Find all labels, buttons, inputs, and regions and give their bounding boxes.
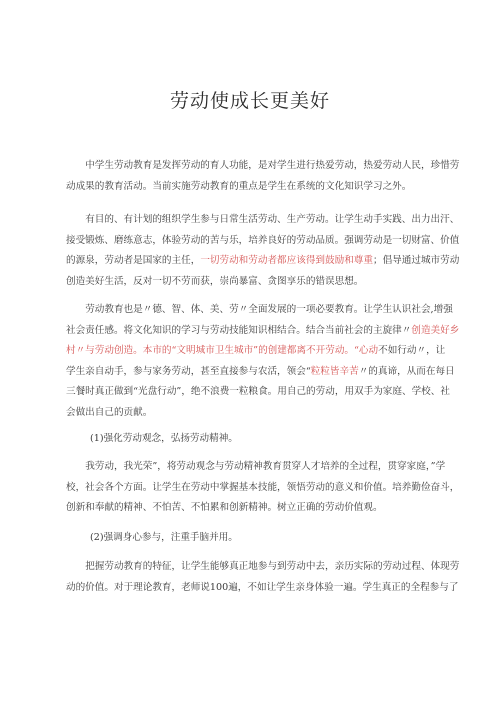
text-line	[66, 251, 460, 272]
text-span: 〃的真谛，从而在每日	[358, 365, 455, 377]
text-line	[66, 341, 446, 362]
text-line	[66, 362, 455, 383]
text-line: 有目的、有计划的组织学生参与日常生活劳动、生产劳动。让学生动手实践、出力出汗、	[85, 214, 460, 225]
text-line: 中学生劳动教育是发挥劳动的育人功能，是对学生进行热爱劳动，热爱劳动人民，珍惜劳	[85, 160, 460, 171]
highlighted-text: 一切劳动和劳动者都应该得到鼓励和尊重	[200, 255, 373, 266]
paragraph-purpose	[66, 210, 460, 292]
text-span: 的源泉，劳动者是国家的主任，	[66, 255, 201, 266]
highlighted-text: 村〃与劳动创造。本市的“文明城市卫生城市”的创建都离不开劳动。	[66, 345, 355, 356]
text-span: ；倡导通过城市劳动	[373, 255, 460, 266]
section-heading-2: (2)强调身心参与，注重手脑并用。	[90, 532, 238, 543]
text-line: 三餐时真正做到“光盘行动”，绝不浪费一粒粮食。用自己的劳动，用双手为家庭、学校、社	[66, 386, 450, 397]
text-line: 我劳动，我光荣”，将劳动观念与劳动精神教育贯穿人才培养的全过程，贯穿家庭，”学	[85, 461, 446, 472]
paragraph-intro	[66, 156, 460, 197]
text-span: 学生亲自动手，参与家务劳动，甚至直接参与农活，领会“	[66, 365, 311, 377]
text-line: 动成果的教育活动。当前实施劳动教育的重点是学生在系统的文化知识学习之外。	[66, 180, 412, 192]
text-line: 创新和奉献的精神、不怕苦、不怕累和创新精神。树立正确的劳动价值观。	[66, 502, 383, 513]
text-line: 创造美好生活，反对一切不劳而获，崇尚暴富、贪图享乐的错误思想。	[66, 275, 364, 287]
text-line: 把握劳动教育的特征，让学生能够真正地参与到劳动中去，亲历实际的劳动过程、体现劳	[85, 561, 460, 572]
text-line: 劳动教育也是〃德、智、体、美、劳〃全面发展的一项必要教育。让学生认识社会,增强	[85, 304, 453, 315]
paragraph-holistic	[66, 300, 460, 423]
highlighted-text: 粒粒皆辛苦	[310, 365, 359, 377]
highlighted-text: “心动	[354, 345, 379, 356]
paragraph-concept	[66, 457, 460, 519]
highlighted-text: 创造美好乡	[411, 324, 460, 336]
text-line: 动的价值。对于理论教育，老师说100遍，不如让学生亲身体验一遍。学生真正的全程参与了	[66, 581, 459, 593]
text-span: 不如行动〃，让	[378, 345, 446, 356]
section-heading-1: (1)强化劳动观念，弘扬劳动精神。	[90, 433, 238, 444]
text-line: 会做出自己的贡献。	[66, 406, 153, 418]
paragraph-participation	[66, 557, 460, 598]
text-line: 校，社会各个方面。让学生在劳动中掌握基本技能，领悟劳动的意义和价值。培养勤俭奋斗，	[66, 481, 460, 493]
text-span: 社会责任感。将文化知识的学习与劳动技能知识相结合。结合当前社会的主旋律〃	[66, 324, 412, 336]
text-line	[66, 321, 460, 342]
text-line: 接受锻炼、磨练意志，体验劳动的苦与乐，培养良好的劳动品质。强调劳动是一切财富、价值	[66, 234, 460, 246]
document-title: 劳动使成长更美好	[169, 90, 330, 112]
